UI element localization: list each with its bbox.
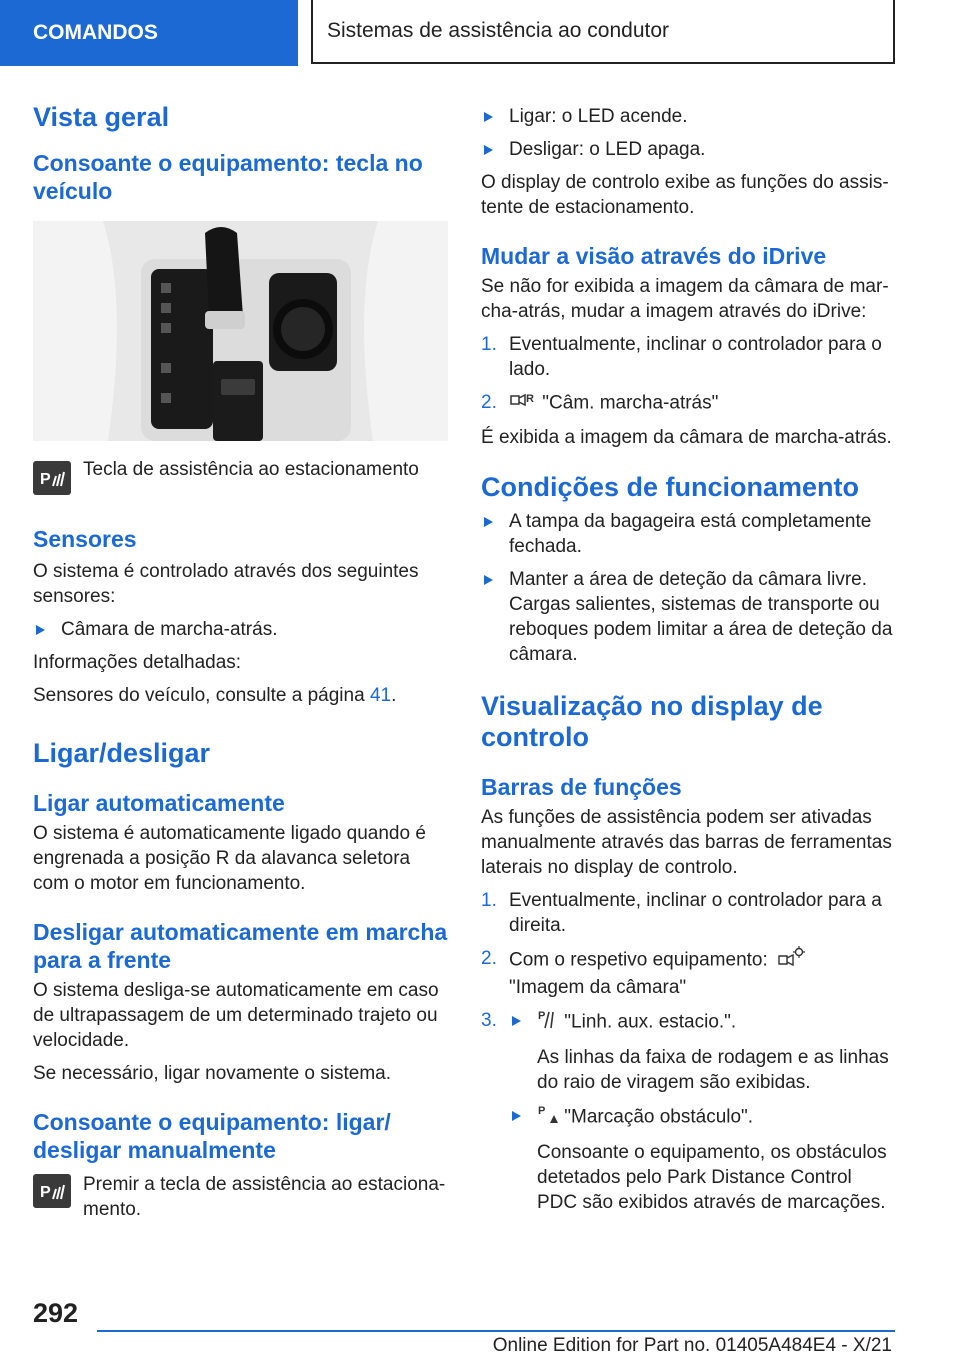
step-number: 2. xyxy=(481,392,497,413)
list-item: Desligar: o LED apaga. xyxy=(481,137,896,162)
sub-item-text: As linhas da faixa de rodagem e as linhas do raio de viragem são exibidas. xyxy=(537,1047,889,1093)
svg-text:R: R xyxy=(526,393,534,405)
sub-item-label: "Marcação obstáculo". xyxy=(564,1106,754,1128)
heading-ligar-auto: Ligar automaticamente xyxy=(33,790,285,816)
step-text-2: "Imagem da câmara" xyxy=(509,977,687,998)
list-item: Câmara de marcha-atrás. xyxy=(33,617,448,642)
step-number: 3. xyxy=(481,1010,497,1031)
button-caption-row xyxy=(33,459,448,495)
page-link-41[interactable]: 41 xyxy=(369,685,392,706)
list-item xyxy=(481,332,896,382)
mudar-result: É exibida a imagem da câmara de marcha-atrás. xyxy=(481,427,892,448)
list-item: A tampa da bagageira está completamente fechada. xyxy=(481,509,896,559)
info-reference xyxy=(33,683,448,708)
heading-manual: Consoante o equipamento: ligar/ desligar manualmente xyxy=(33,1109,391,1163)
desligar-auto-text2: Se necessário, ligar novamente o sistema. xyxy=(33,1063,392,1084)
rear-camera-icon xyxy=(509,390,537,417)
chapter-title: Sistemas de assistência ao condutor xyxy=(311,0,895,64)
svg-text:P: P xyxy=(40,471,51,488)
step-text: Eventualmente, inclinar o controlador para o lado. xyxy=(509,334,882,380)
heading-visualizacao: Visualização no display de controlo xyxy=(481,691,823,752)
svg-text:P: P xyxy=(40,1184,51,1201)
list-item xyxy=(481,946,896,1000)
left-column xyxy=(33,100,448,1222)
step-number: 1. xyxy=(481,334,497,355)
sensores-text: O sistema é controlado através dos seguintes sensores: xyxy=(33,561,419,607)
footer-divider xyxy=(97,1330,895,1332)
sub-item-text: Consoante o equipamento, os obstáculos detetados pelo Park Distance Control PDC são exibidos através de marcações. xyxy=(537,1142,887,1213)
desligar-auto-text: O sistema desliga-se automaticamente em caso de ultrapassagem de um determinado trajeto ou velocidade. xyxy=(33,980,439,1051)
info-label: Informações detalhadas: xyxy=(33,652,242,673)
page-number: 292 xyxy=(33,1298,79,1328)
step-text: Eventualmente, inclinar o controlador para a direita. xyxy=(509,890,882,936)
button-caption: Tecla de assistência ao estacionamento xyxy=(83,459,419,480)
heading-condicoes: Condições de funcionamento xyxy=(481,472,860,502)
list-item xyxy=(481,888,896,938)
info-ref-end: . xyxy=(391,685,397,706)
camera-settings-icon xyxy=(773,946,807,975)
step-number: 2. xyxy=(481,948,497,969)
heading-mudar-visao: Mudar a visão através do iDrive xyxy=(481,243,827,269)
svg-text:P: P xyxy=(538,1010,546,1022)
list-item xyxy=(481,1008,896,1215)
sub-list-item xyxy=(509,1008,896,1095)
barras-text: As funções de assistência podem ser ativadas manualmente através das barras de ferramentas laterais no display de controlo. xyxy=(481,807,892,878)
step-number: 1. xyxy=(481,890,497,911)
sub-item-label: "Linh. aux. estacio.". xyxy=(564,1011,737,1033)
park-assist-button-icon xyxy=(33,461,71,495)
sub-list-item xyxy=(509,1103,896,1215)
heading-tecla-no-veiculo: Consoante o equipamento: tecla no veículo xyxy=(33,150,423,204)
ligar-auto-text: O sistema é automaticamente ligado quando é engrenada a posição R da alavanca seletora com o motor em funcionamento. xyxy=(33,823,426,894)
display-text: O display de controlo exibe as funções do assis‐ tente de estacionamento. xyxy=(481,172,889,218)
svg-text:P: P xyxy=(538,1105,546,1117)
park-assist-button-icon xyxy=(33,1174,71,1208)
manual-row xyxy=(33,1172,448,1222)
list-item xyxy=(481,390,896,417)
step-text: Com o respetivo equipamento: xyxy=(509,949,768,971)
heading-sensores: Sensores xyxy=(33,526,137,552)
console-photo xyxy=(33,221,448,441)
right-column xyxy=(481,104,896,1215)
heading-vista-geral: Vista geral xyxy=(33,102,170,132)
mudar-text: Se não for exibida a imagem da câmara de mar‐ cha-atrás, mudar a imagem através do iDrive: xyxy=(481,276,889,322)
obstacle-marking-icon xyxy=(537,1103,559,1132)
parking-lines-icon xyxy=(537,1008,559,1037)
heading-barras: Barras de funções xyxy=(481,774,682,800)
section-tab: COMANDOS xyxy=(0,0,298,66)
heading-desligar-auto: Desligar automaticamente em marcha para a frente xyxy=(33,919,448,973)
list-item: Ligar: o LED acende. xyxy=(481,104,896,129)
heading-ligar-desligar: Ligar/desligar xyxy=(33,738,211,768)
step-text: "Câm. marcha-atrás" xyxy=(542,392,719,414)
edition-text: Online Edition for Part no. 01405A484E4 - X/21 xyxy=(492,1335,892,1356)
info-ref-text: Sensores do veículo, consulte a página xyxy=(33,685,370,706)
list-item: Manter a área de deteção da câmara livre. Cargas salientes, sistemas de transporte ou reboques podem limitar a área de deteção da câmara. xyxy=(481,567,896,667)
manual-text: Premir a tecla de assistência ao estaciona‐ mento. xyxy=(83,1174,446,1220)
